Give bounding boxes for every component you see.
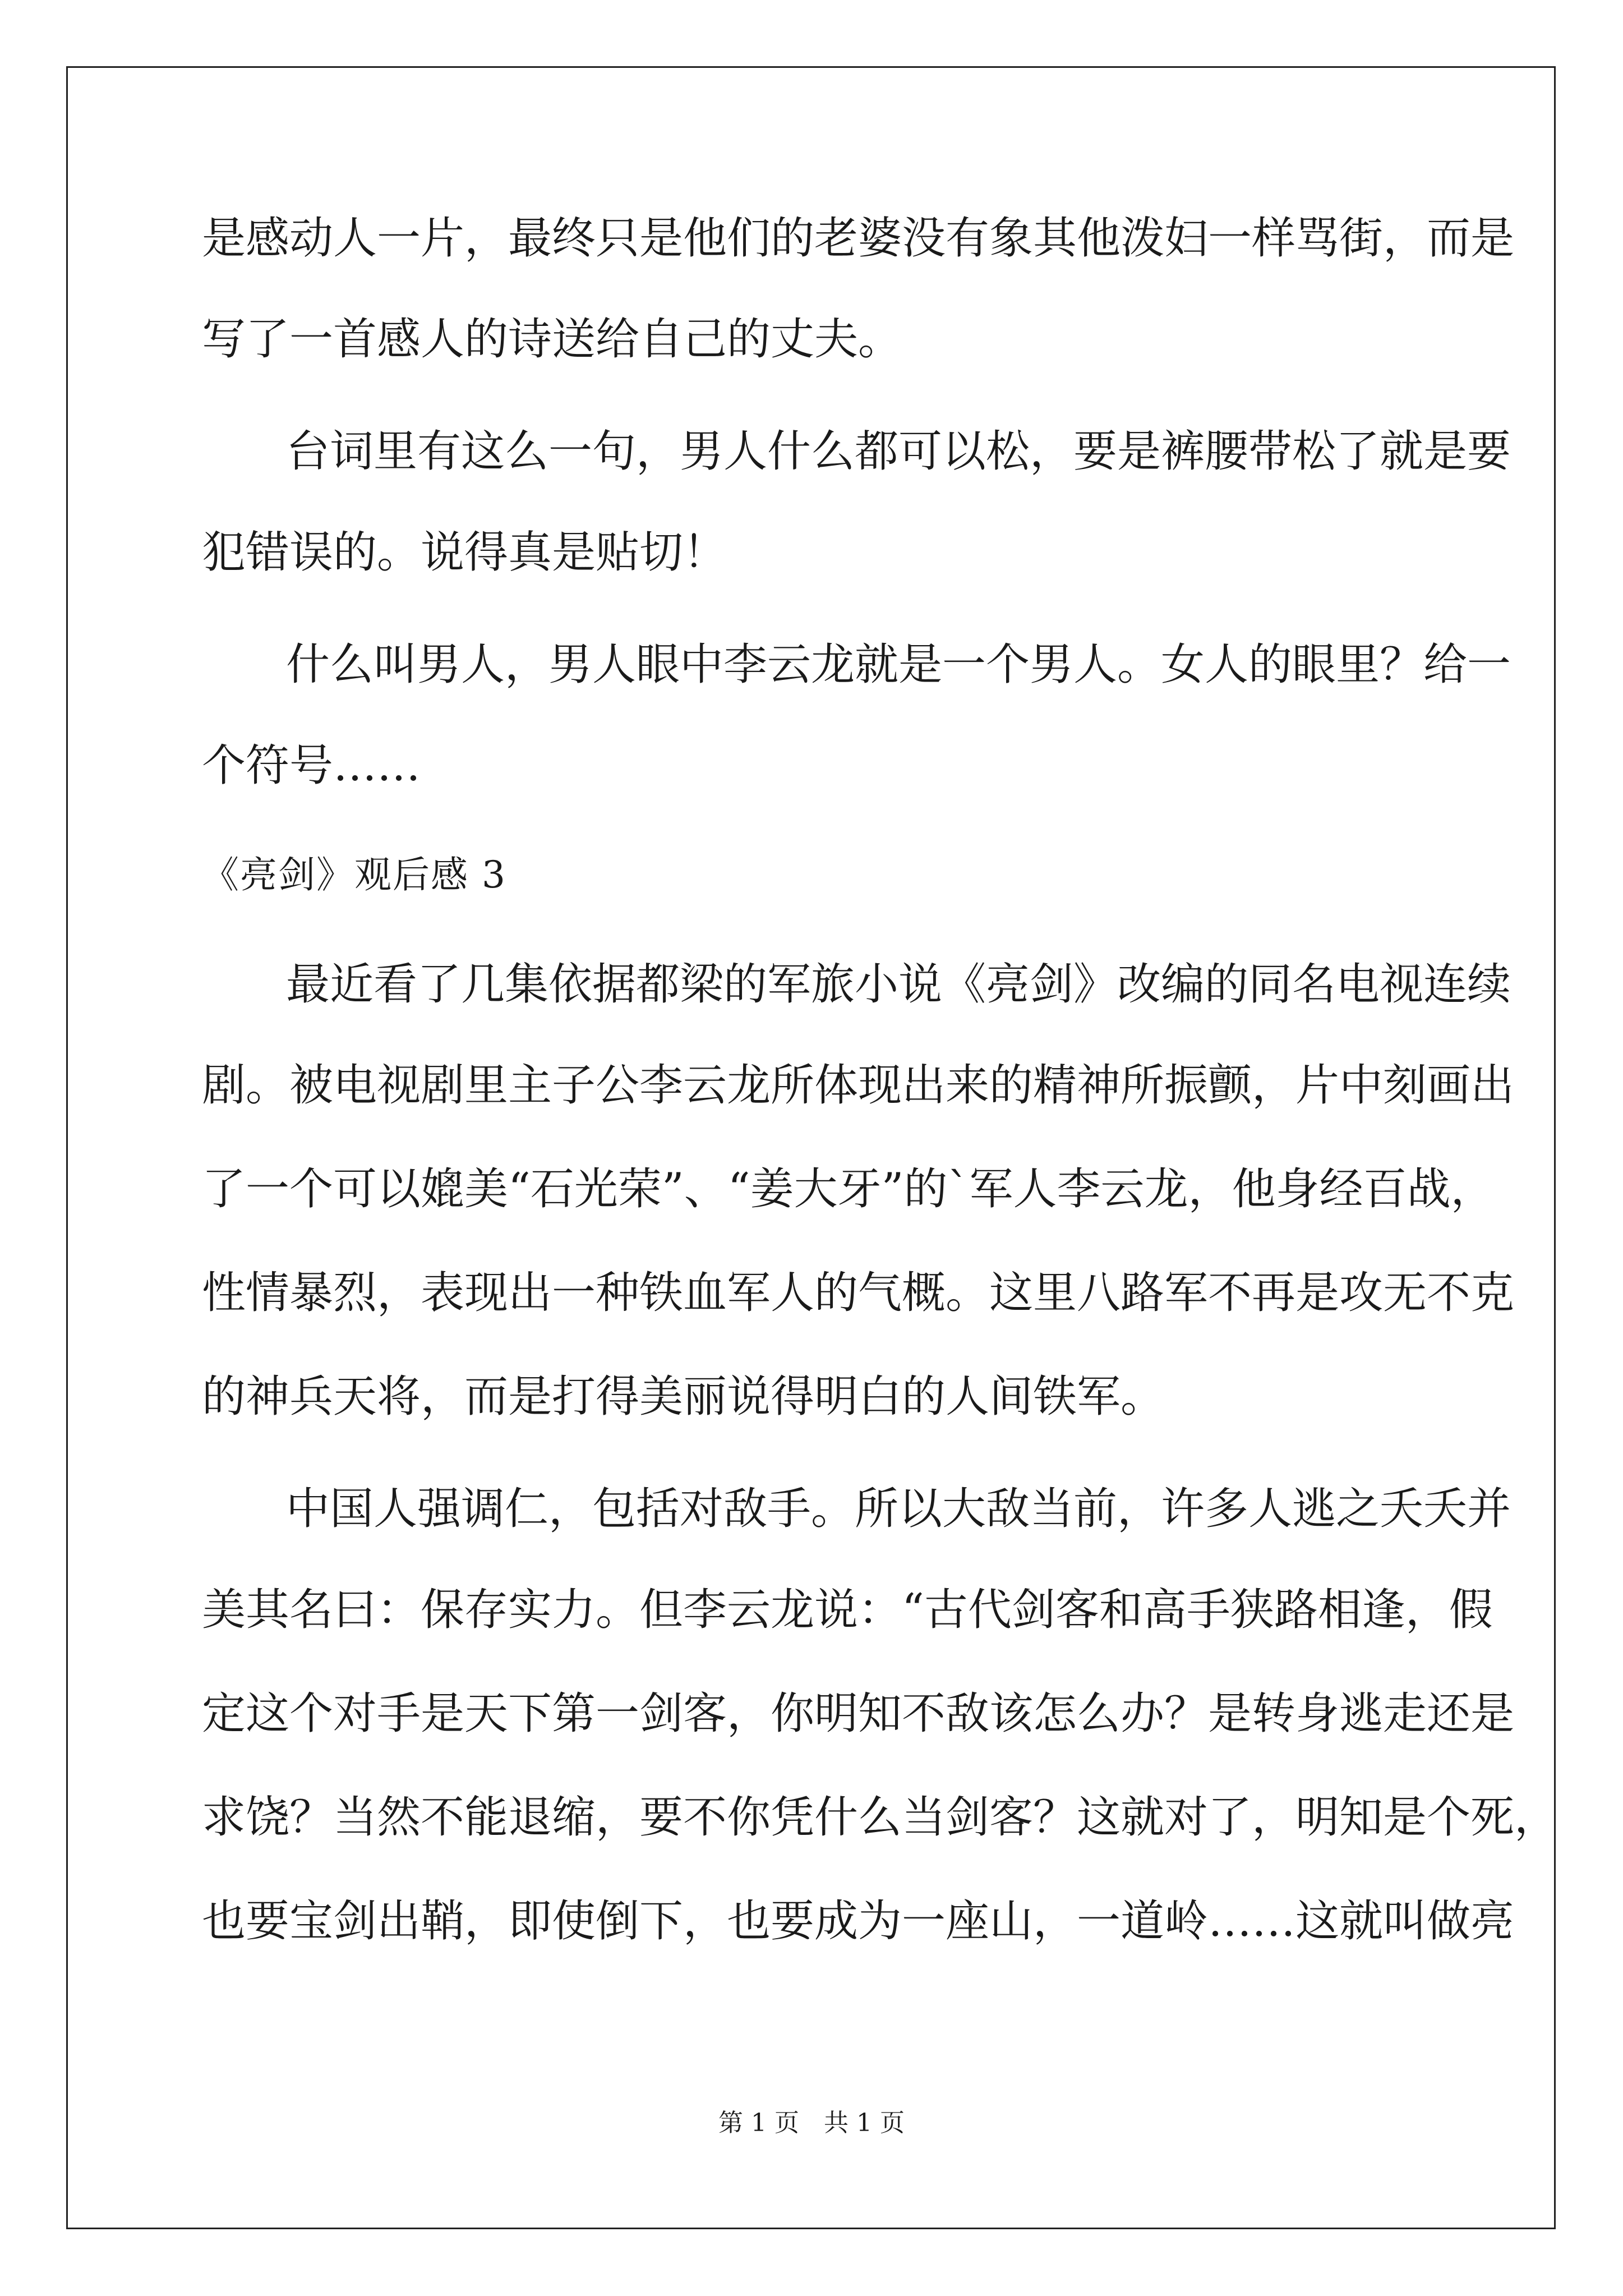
paragraph-line: 剧。被电视剧里主子公李云龙所体现出来的精神所振颤，片中刻画出 — [202, 1060, 1515, 1111]
section-heading: 《亮剑》观后感 3 — [202, 853, 506, 896]
paragraph-line: 什么叫男人，男人眼中李云龙就是一个男人。女人的眼里？给一 — [286, 639, 1511, 690]
paragraph-line: 也要宝剑出鞘，即使倒下，也要成为一座山，一道岭……这就叫做亮 — [202, 1896, 1515, 1947]
page-footer: 第 1 页 共 1 页 — [718, 2109, 905, 2137]
paragraph-line: 中国人强调仁，包括对敌手。所以大敌当前，许多人逃之夭夭并 — [286, 1484, 1511, 1534]
paragraph-line: 个符号…… — [202, 740, 421, 791]
paragraph-line: 美其名曰：保存实力。但李云龙说：“古代剑客和高手狭路相逢，假 — [202, 1585, 1493, 1635]
paragraph-line: 定这个对手是天下第一剑客，你明知不敌该怎么办？是转身逃走还是 — [202, 1688, 1515, 1739]
paragraph-line: 最近看了几集依据都梁的军旅小说《亮剑》改编的同名电视连续 — [286, 959, 1511, 1010]
paragraph-line: 的神兵天将，而是打得美丽说得明白的人间铁军。 — [202, 1372, 1165, 1422]
paragraph-line: 写了一首感人的诗送给自己的丈夫。 — [202, 314, 902, 365]
paragraph-line: 犯错误的。说得真是贴切！ — [202, 527, 727, 578]
paragraph-line: 求饶？当然不能退缩，要不你凭什么当剑客？这就对了，明知是个死， — [202, 1792, 1559, 1843]
paragraph-line: 是感动人一片，最终只是他们的老婆没有象其他泼妇一样骂街，而是 — [202, 213, 1515, 264]
paragraph-line: 性情暴烈，表现出一种铁血军人的气概。这里八路军不再是攻无不克 — [202, 1268, 1515, 1318]
paragraph-line: 台词里有这么一句，男人什么都可以松，要是裤腰带松了就是要 — [286, 426, 1511, 477]
paragraph-line: 了一个可以媲美“石光荣”、“姜大牙”的`军人李云龙，他身经百战， — [202, 1164, 1495, 1214]
